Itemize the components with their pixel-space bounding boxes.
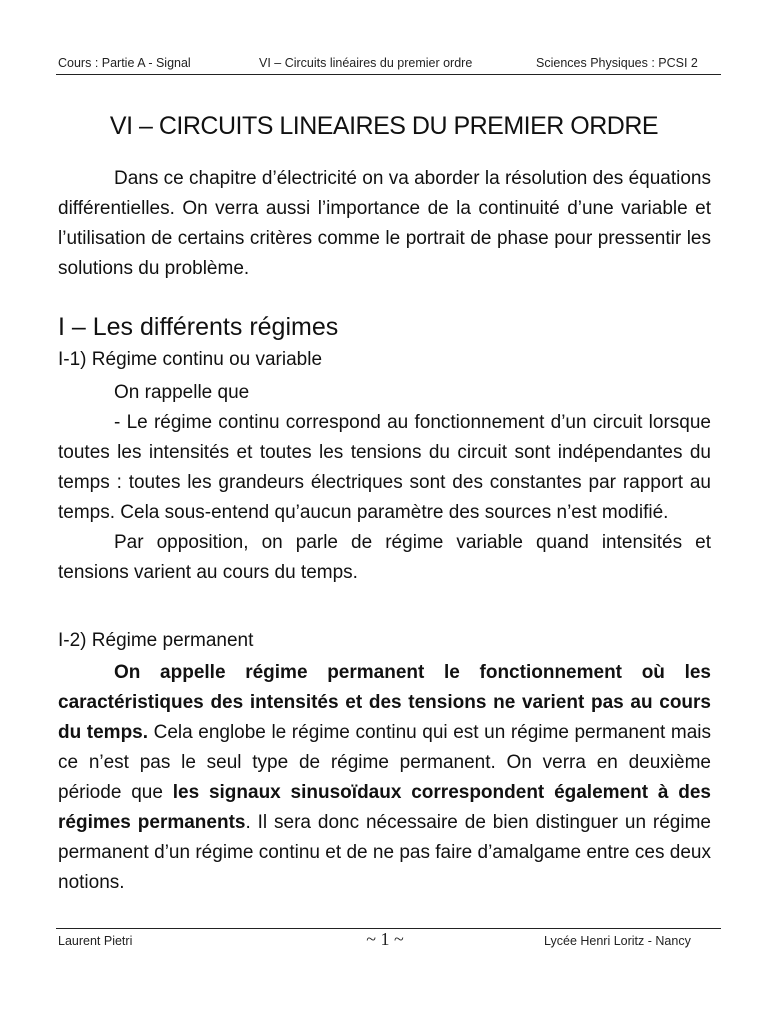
section-heading: I – Les différents régimes bbox=[58, 313, 339, 341]
sinusoidal-bold: les signaux sinusoïdaux correspondent également à des régimes permanents bbox=[58, 782, 711, 833]
header-course: Cours : Partie A - Signal bbox=[58, 56, 191, 70]
footer-author: Laurent Pietri bbox=[58, 934, 133, 948]
footer-school: Lycée Henri Loritz - Nancy bbox=[544, 934, 691, 948]
header-chapter: VI – Circuits linéaires du premier ordre bbox=[259, 56, 473, 70]
definition-bold: On appelle régime permanent le fonctionnement où les caractéristiques des intensités et des tensions ne varient pas au cours du temps. bbox=[58, 662, 711, 743]
page-title: VI – CIRCUITS LINEAIRES DU PREMIER ORDRE bbox=[109, 112, 659, 140]
header-rule bbox=[56, 74, 721, 75]
paragraph-text-2: . Il sera donc nécessaire de bien distinguer un régime permanent d’un régime continu et de ne pas faire d’amalgame entre ces deux notions. bbox=[58, 812, 711, 893]
subsection-1-body bbox=[58, 378, 711, 588]
page-number: ~ 1 ~ bbox=[366, 929, 404, 949]
intro-text: Dans ce chapitre d’électricité on va aborder la résolution des équations différentielles. On verra aussi l’importance de la continuité d’une variable et l’utilisation de certains critères comme le portrait de phase pour pressentir les solutions du problème. bbox=[58, 168, 711, 279]
paragraph-permanent-regime bbox=[58, 658, 711, 898]
paragraph-variable-regime: Par opposition, on parle de régime variable quand intensités et tensions varient au cours du temps. bbox=[58, 532, 711, 583]
paragraph-text-1: Cela englobe le régime continu qui est un régime permanent mais ce n’est pas le seul type de régime permanent. On verra en deuxième période que bbox=[58, 722, 711, 803]
paragraph-continuous-regime: - Le régime continu correspond au fonctionnement d’un circuit lorsque toutes les intensités et toutes les tensions du circuit sont indépendantes du temps : toutes les grandeurs électriques sont des constantes par rapport au temps. Cela sous-entend qu’aucun paramètre des sources n’est modifié. bbox=[58, 412, 711, 523]
subsection-2-body bbox=[58, 658, 711, 898]
page-header bbox=[58, 54, 720, 74]
subsection-heading-2: I-2) Régime permanent bbox=[58, 630, 254, 651]
paragraph-recall: On rappelle que bbox=[114, 382, 250, 403]
subsection-heading-1: I-1) Régime continu ou variable bbox=[58, 349, 323, 370]
intro-paragraph bbox=[58, 164, 711, 284]
header-class: Sciences Physiques : PCSI 2 bbox=[536, 56, 698, 70]
